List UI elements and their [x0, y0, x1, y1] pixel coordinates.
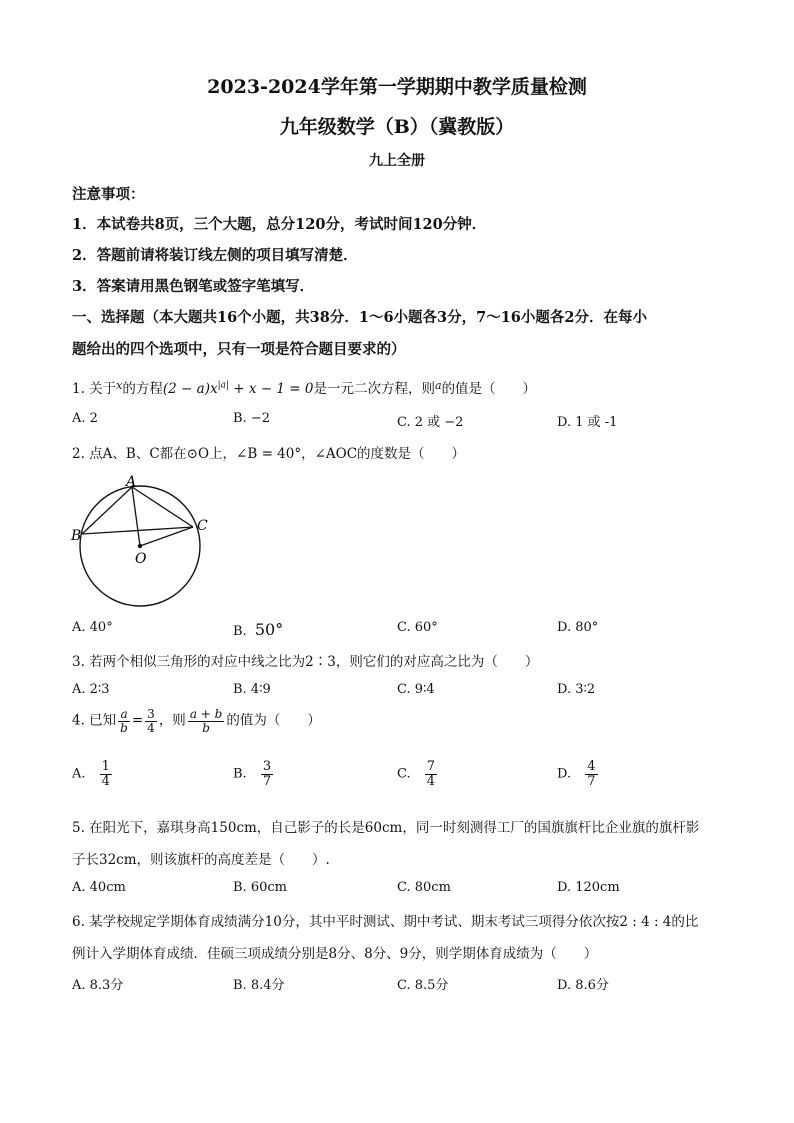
q2-option-b-value: 50° — [254, 620, 284, 639]
q2-option-b — [233, 620, 283, 639]
fraction-numerator: 1 — [101, 759, 110, 774]
option-fraction — [100, 760, 112, 788]
q5-option-a: A. 40cm — [72, 880, 126, 895]
question-6: 6. 某学校规定学期体育成绩满分10分，其中平时测试、期中考试、期末考试三项得分依次按2 : 4 : 4的比 — [72, 914, 699, 930]
q5-option-c: C. 80cm — [397, 880, 451, 895]
option-letter: B. — [233, 766, 247, 782]
option-letter: D. — [557, 766, 572, 782]
segment-ao — [132, 487, 140, 546]
q1-exponent: |a| — [217, 380, 230, 391]
q5-option-d: D. 120cm — [557, 880, 620, 895]
option-fraction — [585, 760, 597, 788]
notice-heading: 注意事项： — [72, 186, 145, 203]
option-fraction — [261, 760, 273, 788]
q4-option-a — [72, 760, 114, 788]
q1-text: 1. 关于 — [72, 381, 117, 397]
fraction-a-over-b — [118, 708, 130, 734]
q6-option-a: A. 8.3分 — [72, 978, 124, 993]
fraction-numerator: 7 — [426, 759, 436, 774]
q1-text: 的值是（ ） — [441, 381, 537, 397]
q4-option-c — [397, 760, 439, 788]
question-5: 5. 在阳光下，嘉琪身高150cm，自己影子的长是60cm，同一时刻测得工厂的国旗旗杆比企业旗的旗杆影 — [72, 820, 700, 836]
fraction-denominator: b — [120, 720, 128, 735]
q2-option-d: D. 80° — [557, 620, 599, 635]
fraction-numerator: a + b — [189, 707, 223, 721]
fraction-denominator: b — [202, 720, 210, 735]
exam-scope: 九上全册 — [369, 153, 425, 169]
fraction-denominator: 7 — [262, 773, 272, 789]
notice-item: 1．本试卷共8页，三个大题，总分120分，考试时间120分钟． — [72, 216, 487, 233]
circle-figure — [68, 470, 218, 612]
q4-text: ，则 — [158, 712, 186, 729]
q3-option-d: D. 3∶2 — [557, 682, 596, 697]
fraction-denominator: 4 — [426, 773, 436, 789]
fraction-numerator: 3 — [147, 707, 155, 721]
segment-ab — [82, 487, 132, 534]
question-5-cont: 子长32cm，则该旗杆的高度差是（ ）. — [72, 852, 330, 868]
label-b: B — [71, 528, 82, 544]
q1-text: 是一元二次方程，则 — [313, 381, 435, 397]
center-point — [138, 544, 142, 548]
fraction-a-plus-b-over-b — [188, 708, 225, 734]
question-6-cont: 例计入学期体育成绩．佳硕三项成绩分别是8分、8分、9分，则学期体育成绩为（ ） — [72, 946, 598, 962]
equals-sign: = — [131, 712, 144, 729]
q1-equation: + x − 1 = 0 — [229, 381, 314, 397]
label-c: C — [197, 518, 208, 534]
q6-option-c: C. 8.5分 — [397, 978, 449, 993]
section-heading-cont: 题给出的四个选项中，只有一项是符合题目要求的） — [72, 341, 406, 358]
q3-option-b: B. 4∶9 — [233, 682, 271, 697]
option-letter: A. — [72, 766, 86, 782]
fraction-three-quarters — [145, 708, 157, 734]
q6-option-b: B. 8.4分 — [233, 978, 285, 993]
q4-text: 的值为（ ） — [226, 712, 321, 729]
label-a: A — [126, 474, 137, 490]
fraction-numerator: 3 — [262, 759, 272, 774]
q4-option-d — [557, 760, 600, 788]
fraction-numerator: 4 — [587, 759, 596, 774]
exam-subtitle: 九年级数学（B）（冀教版） — [279, 116, 515, 138]
q1-option-d: D. 1 或 -1 — [557, 415, 618, 430]
notice-item: 2．答题前请将装订线左侧的项目填写清楚． — [72, 247, 358, 264]
option-fraction — [425, 760, 437, 788]
fraction-denominator: 7 — [587, 773, 596, 789]
question-4 — [72, 708, 321, 734]
q2-option-c: C. 60° — [397, 620, 438, 635]
option-letter: C. — [397, 766, 411, 782]
question-3: 3. 若两个相似三角形的对应中线之比为2∶3，则它们的对应高之比为（ ） — [72, 654, 539, 670]
q4-option-b — [233, 760, 275, 788]
q1-var-a: a — [435, 379, 442, 392]
q1-option-b: B. −2 — [233, 411, 270, 426]
q1-text: 的方程 — [122, 381, 163, 397]
fraction-numerator: a — [118, 708, 130, 722]
q5-option-b: B. 60cm — [233, 880, 287, 895]
q1-option-a: A. 2 — [72, 411, 98, 426]
q1-var-x: x — [116, 379, 123, 392]
segment-ac — [132, 487, 193, 527]
q3-option-c: C. 9∶4 — [397, 682, 435, 697]
q3-option-a: A. 2∶3 — [72, 682, 110, 697]
exam-title: 2023-2024学年第一学期期中教学质量检测 — [207, 76, 587, 98]
q1-equation: (2 − a)x — [162, 381, 218, 397]
label-o: O — [135, 551, 147, 567]
question-1 — [72, 377, 536, 397]
fraction-denominator: 4 — [147, 720, 155, 735]
notice-item: 3．答案请用黑色钢笔或签字笔填写． — [72, 278, 315, 295]
q2-option-b-letter: B. — [233, 624, 247, 639]
section-heading: 一、选择题（本大题共16个小题，共38分．1～6小题各3分，7～16小题各2分．在每小 — [72, 309, 647, 326]
q1-option-c: C. 2 或 −2 — [397, 415, 464, 430]
q6-option-d: D. 8.6分 — [557, 978, 609, 993]
fraction-denominator: 4 — [101, 773, 110, 789]
q2-option-a: A. 40° — [72, 620, 113, 635]
question-2: 2. 点A、B、C都在⊙O上，∠B = 40°，∠AOC的度数是（ ） — [72, 446, 466, 462]
q4-text: 4. 已知 — [72, 712, 117, 729]
